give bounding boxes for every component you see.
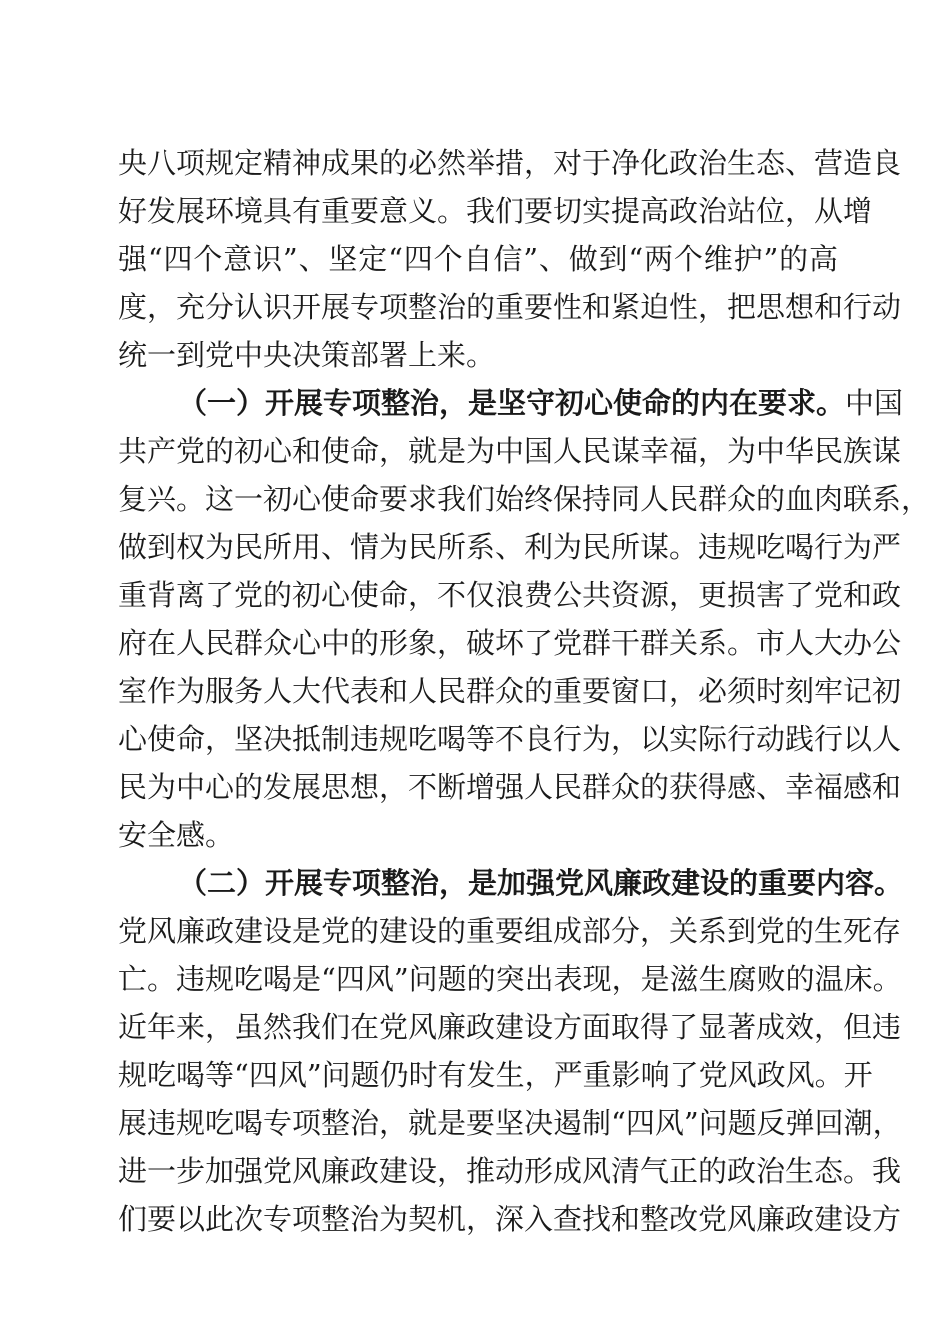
paragraph-2-line-3: 复兴。这一初心使命要求我们始终保持同人民群众的血肉联系， xyxy=(118,482,931,516)
paragraph-3-line-2: 亡。违规吃喝是“四风”问题的突出表现，是滋生腐败的温床。 xyxy=(118,962,902,996)
paragraph-2-line-10: 安全感。 xyxy=(118,818,235,852)
paragraph-1-line-1: 央八项规定精神成果的必然举措，对于净化政治生态、营造良 xyxy=(118,146,902,180)
paragraph-2-line-4: 做到权为民所用、情为民所系、利为民所谋。违规吃喝行为严 xyxy=(118,530,902,564)
paragraph-2-line-9: 民为中心的发展思想，不断增强人民群众的获得感、幸福感和 xyxy=(118,770,902,804)
paragraph-1-line-3: 强“四个意识”、坚定“四个自信”、做到“两个维护”的高 xyxy=(118,242,838,276)
paragraph-3-line-6: 进一步加强党风廉政建设，推动形成风清气正的政治生态。我 xyxy=(118,1154,902,1188)
paragraph-2-heading: （一）开展专项整治，是坚守初心使命的内在要求。 xyxy=(178,386,846,420)
paragraph-2-line-5: 重背离了党的初心使命，不仅浪费公共资源，更损害了党和政 xyxy=(118,578,902,612)
paragraph-2-first-line xyxy=(178,380,904,426)
paragraph-1-line-4: 度，充分认识开展专项整治的重要性和紧迫性，把思想和行动 xyxy=(118,290,902,324)
paragraph-3-heading: （二）开展专项整治，是加强党风廉政建设的重要内容。 xyxy=(178,866,904,900)
paragraph-3-line-3: 近年来，虽然我们在党风廉政建设方面取得了显著成效，但违 xyxy=(118,1010,902,1044)
paragraph-1-line-2: 好发展环境具有重要意义。我们要切实提高政治站位，从增 xyxy=(118,194,873,228)
paragraph-2-line-1: 中国 xyxy=(845,386,904,420)
paragraph-3-line-1: 党风廉政建设是党的建设的重要组成部分，关系到党的生死存 xyxy=(118,914,902,948)
paragraph-2-line-2: 共产党的初心和使命，就是为中国人民谋幸福，为中华民族谋 xyxy=(118,434,902,468)
paragraph-3-line-5: 展违规吃喝专项整治，就是要坚决遏制“四风”问题反弹回潮， xyxy=(118,1106,902,1140)
paragraph-3-line-4: 规吃喝等“四风”问题仍时有发生，严重影响了党风政风。开 xyxy=(118,1058,873,1092)
paragraph-1-line-5: 统一到党中央决策部署上来。 xyxy=(118,338,496,372)
paragraph-2-line-8: 心使命，坚决抵制违规吃喝等不良行为，以实际行动践行以人 xyxy=(118,722,902,756)
paragraph-3-first-line xyxy=(178,860,904,906)
paragraph-2-line-7: 室作为服务人大代表和人民群众的重要窗口，必须时刻牢记初 xyxy=(118,674,902,708)
paragraph-2-line-6: 府在人民群众心中的形象，破坏了党群干群关系。市人大办公 xyxy=(118,626,902,660)
paragraph-3-line-7: 们要以此次专项整治为契机，深入查找和整改党风廉政建设方 xyxy=(118,1202,902,1236)
